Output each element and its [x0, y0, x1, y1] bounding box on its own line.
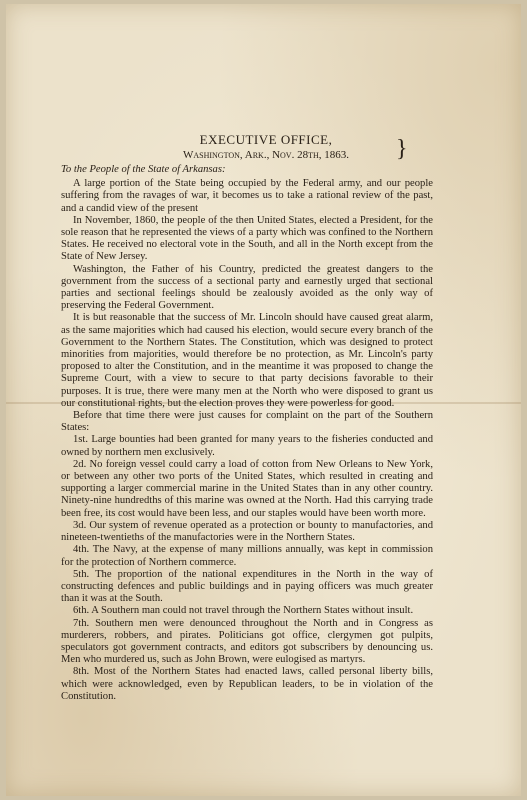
document-page	[6, 4, 521, 796]
list-item: 5th. The proportion of the national expenditures in the North in the way of constructing defences and public buildings and in paying officers was much greater than it was at the South.	[61, 568, 433, 605]
dateline: Washington, Ark., Nov. 28th, 1863.	[182, 149, 349, 161]
paragraph: In November, 1860, the people of the then United States, elected a President, for the sole reason that he represented the views of a party which was confined to the Northern States. He received no electoral vote in the South, and all in the North except from the State of New Jersey.	[61, 214, 433, 263]
document-body	[61, 164, 433, 703]
list-item: 7th. Southern men were denounced throughout the North and in Congress as murderers, robbers, and pirates. Politicians got office, clergymen got pulpits, speculators got government contracts, and editors got subscribers by denouncing us. Men who murdered us, such as John Brown, were eulogised as martyrs.	[61, 617, 433, 666]
paragraph: Before that time there were just causes for complaint on the part of the Southern States:	[61, 410, 433, 434]
list-item: 6th. A Southern man could not travel through the Northern States without insult.	[73, 605, 414, 617]
paragraph: It is but reasonable that the success of Mr. Lincoln should have caused great alarm, as the same majorities which had caused his election, would secure every branch of the Government to the Northern States. The Constitution, which was designed to protect minorities from majorities, would therefore be no protection, as Mr. Lincoln's party proposed to alter the Constitution, and in the meantime it was proposed to change the Supreme Court, with a view to secure to that party decisions favorable to their purposes. It is true, there were many men at the North who were disposed to grant us our constitutional rights, but the election proves they were powerless for good.	[61, 312, 433, 409]
office-title: EXECUTIVE OFFICE,	[199, 132, 333, 147]
list-item: 2d. No foreign vessel could carry a load of cotton from New Orleans to New York, or between any other two ports of the United States, which resulted in creating and supporting a larger commercial marine in the United States than in any other country. Ninety-nine hundredths of this marine was owned at the North. Had this carrying trade been free, its cost would have been less, and our staples would have been worth more.	[61, 458, 433, 519]
list-item: 8th. Most of the Northern States had enacted laws, called personal liberty bills, which were acknowledged, even by Republican leaders, to be in violation of the Constitution.	[61, 666, 433, 702]
brace-mark: }	[396, 136, 408, 162]
paragraph: A large portion of the State being occupied by the Federal army, and our people suffering from the ravages of war, it becomes us to take a rational review of the past, and a candid view of the present	[61, 178, 433, 214]
list-item: 3d. Our system of revenue operated as a protection or bounty to manufactories, and nineteen-twentieths of the manufactories were in the Northern States.	[61, 519, 433, 544]
salutation: To the People of the State of Arkansas:	[61, 164, 226, 175]
paragraph: Washington, the Father of his Country, predicted the greatest dangers to the government from the success of a sectional party and earnestly urged that sectional parties and sectional feelings should be zealously avoided as the only way of preserving the Federal Government.	[61, 263, 433, 312]
list-item: 4th. The Navy, at the expense of many millions annually, was kept in commission for the protection of Northern commerce.	[61, 544, 433, 568]
list-item: 1st. Large bounties had been granted for many years to the fisheries conducted and owned by northern men exclusively.	[61, 434, 433, 458]
